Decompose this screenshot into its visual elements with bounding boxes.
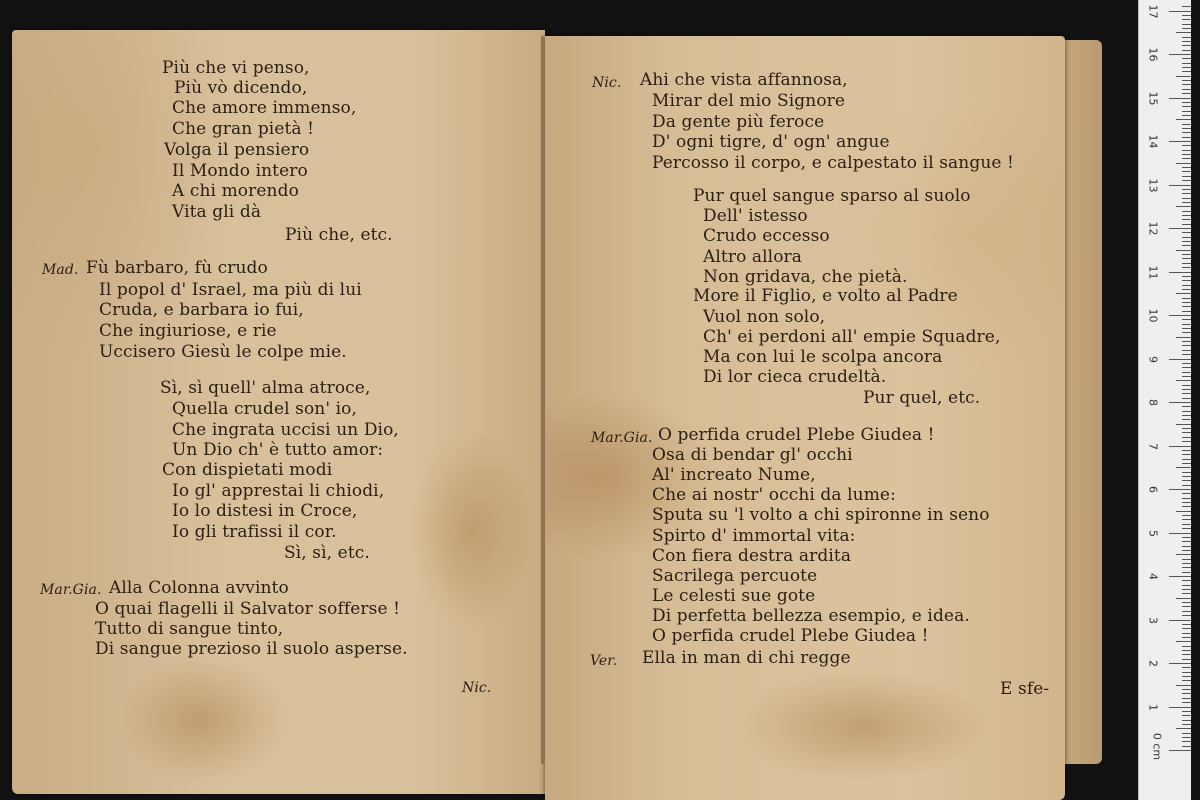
ruler-tick <box>1182 550 1191 551</box>
ruler-number: 9 <box>1146 355 1160 363</box>
ruler-tick <box>1182 41 1191 42</box>
ruler-tick <box>1182 198 1191 199</box>
ruler-tick <box>1169 185 1191 186</box>
verse-line: Mirar del mio Signore <box>652 91 846 111</box>
ruler-tick <box>1182 585 1191 586</box>
verse-line: Percosso il corpo, e calpestato il sangue ! <box>652 153 1014 173</box>
ruler-tick <box>1182 224 1191 225</box>
verse-line: Vita gli dà <box>172 202 262 222</box>
ruler-tick <box>1169 141 1191 142</box>
ruler-tick <box>1182 650 1191 651</box>
ruler-tick <box>1182 154 1191 155</box>
ruler-tick <box>1169 620 1191 621</box>
verse-line: Il popol d' Israel, ma più di lui <box>99 280 362 300</box>
ruler-tick <box>1182 6 1191 7</box>
verse-line: Di perfetta bellezza esempio, e idea. <box>652 606 970 626</box>
ruler-tick <box>1182 606 1191 607</box>
ruler-tick <box>1182 559 1191 560</box>
verse-line: Che ingiuriose, e rie <box>99 321 277 341</box>
ruler-tick <box>1182 276 1191 277</box>
ruler-tick <box>1182 485 1191 486</box>
ruler-number: 17 <box>1146 4 1160 18</box>
ruler-tick <box>1182 306 1191 307</box>
ruler-tick <box>1169 98 1191 99</box>
ruler-tick <box>1176 685 1191 686</box>
ruler-tick <box>1182 267 1191 268</box>
ruler-tick <box>1182 441 1191 442</box>
ruler-number: 2 <box>1146 660 1160 667</box>
catchword: Nic. <box>462 680 492 696</box>
ruler-number: 8 <box>1146 399 1160 406</box>
speaker-label: Mar.Gia. <box>591 430 653 446</box>
ruler-tick <box>1182 454 1191 455</box>
ruler-tick <box>1182 689 1191 690</box>
ruler-tick <box>1182 411 1191 412</box>
ruler-tick <box>1182 519 1191 520</box>
ruler-tick <box>1182 93 1191 94</box>
ruler-tick <box>1182 132 1191 133</box>
ruler-tick <box>1169 402 1191 403</box>
ruler-tick <box>1169 533 1191 534</box>
verse-line: Tutto di sangue tinto, <box>95 619 284 639</box>
ruler-tick <box>1182 437 1191 438</box>
ruler-tick <box>1176 76 1191 77</box>
ruler-tick <box>1182 254 1191 255</box>
ruler-tick <box>1182 476 1191 477</box>
verse-line: Io lo distesi in Croce, <box>172 501 358 521</box>
ruler-tick <box>1182 137 1191 138</box>
ruler-unit-label: 0 cm <box>1150 732 1164 761</box>
ruler-tick <box>1176 554 1191 555</box>
ruler-number: 4 <box>1146 573 1160 580</box>
ruler-tick <box>1182 432 1191 433</box>
verse-line: Sacrilega percuote <box>652 566 818 586</box>
ruler-tick <box>1182 506 1191 507</box>
ruler-tick <box>1182 176 1191 177</box>
verse-line: Io gl' apprestai li chiodi, <box>172 481 385 501</box>
ruler-number: 13 <box>1146 178 1160 192</box>
ruler-tick <box>1182 263 1191 264</box>
ruler-tick <box>1182 472 1191 473</box>
ruler-tick <box>1182 111 1191 112</box>
ruler-number: 3 <box>1146 616 1160 624</box>
ruler-tick <box>1169 315 1191 316</box>
ruler-tick <box>1182 450 1191 451</box>
ruler-tick <box>1182 180 1191 181</box>
verse-line: Fù barbaro, fù crudo <box>86 258 268 278</box>
ruler-tick <box>1182 211 1191 212</box>
ruler-tick <box>1182 693 1191 694</box>
ruler-tick <box>1182 654 1191 655</box>
verse-line: Da gente più feroce <box>652 112 825 132</box>
verse-line: A chi morendo <box>172 181 299 201</box>
ruler-number: 10 <box>1146 308 1160 323</box>
verse-line: Sputa su 'l volto a chi spironne in seno <box>652 505 990 525</box>
ruler-tick <box>1182 215 1191 216</box>
ruler-tick <box>1182 167 1191 168</box>
ruler-tick <box>1176 641 1191 642</box>
verse-line: Ma con lui le scolpa ancora <box>703 347 943 367</box>
verse-line: Uccisero Giesù le colpe mie. <box>99 342 347 362</box>
ruler-tick <box>1182 724 1191 725</box>
ruler-tick <box>1182 102 1191 103</box>
ruler-tick <box>1182 741 1191 742</box>
ruler-tick <box>1176 424 1191 425</box>
ruler-tick <box>1182 563 1191 564</box>
ruler-tick <box>1182 502 1191 503</box>
ruler-tick <box>1182 628 1191 629</box>
ruler-number: 15 <box>1146 91 1160 105</box>
verse-line: O perfida crudel Plebe Giudea ! <box>658 425 935 445</box>
ruler-tick <box>1182 672 1191 673</box>
ruler-tick <box>1182 737 1191 738</box>
ruler-tick <box>1182 28 1191 29</box>
verse-line: Di lor cieca crudeltà. <box>703 367 887 387</box>
ruler-number: 12 <box>1146 221 1160 236</box>
verse-line: Il Mondo intero <box>172 161 308 181</box>
ruler-tick <box>1182 589 1191 590</box>
ruler-tick <box>1182 546 1191 547</box>
ruler-tick <box>1182 698 1191 699</box>
verse-line: Ella in man di chi regge <box>642 648 851 668</box>
ruler-tick <box>1182 398 1191 399</box>
ruler-tick <box>1182 245 1191 246</box>
ruler-tick <box>1169 228 1191 229</box>
ruler-tick <box>1182 37 1191 38</box>
ruler-tick <box>1182 733 1191 734</box>
speaker-label: Nic. <box>592 75 622 91</box>
verse-line: Un Dio ch' è tutto amor: <box>172 440 384 460</box>
ruler-tick <box>1182 106 1191 107</box>
speaker-label: Mad. <box>42 262 79 278</box>
ruler-number: 1 <box>1146 703 1160 711</box>
ruler-tick <box>1182 15 1191 16</box>
speaker-label: Mar.Gia. <box>40 582 102 598</box>
measurement-ruler <box>1138 0 1191 800</box>
verse-line: Volga il pensiero <box>164 140 310 160</box>
ruler-tick <box>1169 446 1191 447</box>
verse-line: Alla Colonna avvinto <box>109 578 289 598</box>
ruler-tick <box>1182 324 1191 325</box>
ruler-tick <box>1182 158 1191 159</box>
back-page-edge <box>1060 40 1102 764</box>
ruler-tick <box>1176 511 1191 512</box>
ruler-tick <box>1169 272 1191 273</box>
ruler-tick <box>1182 124 1191 125</box>
ruler-tick <box>1182 302 1191 303</box>
ruler-tick <box>1176 728 1191 729</box>
verse-line: Che gran pietà ! <box>172 119 315 139</box>
ruler-tick <box>1182 332 1191 333</box>
ruler-tick <box>1182 480 1191 481</box>
ruler-tick <box>1182 285 1191 286</box>
ruler-tick <box>1182 720 1191 721</box>
ruler-number: 11 <box>1146 265 1160 279</box>
ruler-tick <box>1182 237 1191 238</box>
verse-line: More il Figlio, e volto al Padre <box>693 286 958 306</box>
speaker-label: Ver. <box>590 653 618 669</box>
ruler-tick <box>1182 350 1191 351</box>
ruler-tick <box>1182 150 1191 151</box>
ruler-tick <box>1182 298 1191 299</box>
ruler-tick <box>1182 659 1191 660</box>
ruler-tick <box>1182 115 1191 116</box>
ruler-tick <box>1182 354 1191 355</box>
ruler-tick <box>1182 241 1191 242</box>
ruler-tick <box>1182 45 1191 46</box>
ruler-tick <box>1182 345 1191 346</box>
ruler-tick <box>1182 524 1191 525</box>
ruler-tick <box>1169 359 1191 360</box>
ruler-tick <box>1182 567 1191 568</box>
ruler-tick <box>1182 419 1191 420</box>
ruler-tick <box>1182 541 1191 542</box>
ruler-number: 16 <box>1146 47 1160 62</box>
ruler-tick <box>1182 393 1191 394</box>
verse-line: Con dispietati modi <box>162 460 333 480</box>
ruler-tick <box>1182 385 1191 386</box>
ruler-tick <box>1182 341 1191 342</box>
ruler-tick <box>1182 746 1191 747</box>
verse-line: Con fiera destra ardita <box>652 546 852 566</box>
ruler-tick <box>1169 750 1191 751</box>
refrain-line: Sì, sì, etc. <box>284 543 370 563</box>
ruler-number: 7 <box>1146 442 1160 450</box>
ruler-tick <box>1182 145 1191 146</box>
ruler-tick <box>1182 633 1191 634</box>
verse-line: Di sangue prezioso il suolo asperse. <box>95 639 408 659</box>
ruler-tick <box>1182 289 1191 290</box>
ruler-tick <box>1182 372 1191 373</box>
ruler-tick <box>1182 376 1191 377</box>
ruler-tick <box>1182 711 1191 712</box>
verse-line: Vuol non solo, <box>703 307 826 327</box>
ruler-tick <box>1176 380 1191 381</box>
ruler-tick <box>1182 328 1191 329</box>
ruler-tick <box>1182 537 1191 538</box>
refrain-line: Più che, etc. <box>285 225 393 245</box>
ruler-tick <box>1182 189 1191 190</box>
ruler-tick <box>1182 232 1191 233</box>
verse-line: Che ingrata uccisi un Dio, <box>172 420 399 440</box>
ruler-tick <box>1182 258 1191 259</box>
verse-line: Osa di bendar gl' occhi <box>652 445 853 465</box>
ruler-tick <box>1182 19 1191 20</box>
verse-line: Che ai nostr' occhi da lume: <box>652 485 896 505</box>
verse-line: Non gridava, che pietà. <box>703 267 908 287</box>
verse-line: Pur quel sangue sparso al suolo <box>693 186 971 206</box>
ruler-tick <box>1176 250 1191 251</box>
ruler-tick <box>1182 24 1191 25</box>
ruler-tick <box>1182 715 1191 716</box>
ruler-tick <box>1182 428 1191 429</box>
verse-line: Ch' ei perdoni all' empie Squadre, <box>703 327 1001 347</box>
verse-line: Le celesti sue gote <box>652 586 816 606</box>
ruler-tick <box>1182 667 1191 668</box>
ruler-tick <box>1182 680 1191 681</box>
verse-line: O perfida crudel Plebe Giudea ! <box>652 626 929 646</box>
verse-line: Che amore immenso, <box>172 98 357 118</box>
verse-line: Quella crudel son' io, <box>172 399 357 419</box>
ruler-tick <box>1176 467 1191 468</box>
ruler-tick <box>1182 128 1191 129</box>
ruler-tick <box>1176 32 1191 33</box>
ruler-tick <box>1182 528 1191 529</box>
ruler-tick <box>1182 193 1191 194</box>
catchword: E sfe- <box>1000 679 1050 699</box>
ruler-tick <box>1182 280 1191 281</box>
refrain-line: Pur quel, etc. <box>863 388 981 408</box>
ruler-tick <box>1169 11 1191 12</box>
ruler-tick <box>1176 598 1191 599</box>
verse-line: D' ogni tigre, d' ogn' angue <box>652 132 890 152</box>
ruler-tick <box>1182 71 1191 72</box>
ruler-tick <box>1182 202 1191 203</box>
ruler-tick <box>1182 363 1191 364</box>
verse-line: Sì, sì quell' alma atroce, <box>160 378 371 398</box>
ruler-tick <box>1176 337 1191 338</box>
verse-line: Ahi che vista affannosa, <box>640 70 848 90</box>
verse-line: Crudo eccesso <box>703 226 830 246</box>
ruler-tick <box>1182 572 1191 573</box>
ruler-tick <box>1182 580 1191 581</box>
ruler-tick <box>1182 219 1191 220</box>
ruler-tick <box>1169 489 1191 490</box>
ruler-tick <box>1182 406 1191 407</box>
ruler-tick <box>1169 54 1191 55</box>
verse-line: Io gli trafissi il cor. <box>172 522 337 542</box>
ruler-tick <box>1182 367 1191 368</box>
ruler-tick <box>1182 50 1191 51</box>
ruler-tick <box>1176 163 1191 164</box>
verse-line: Dell' istesso <box>703 206 808 226</box>
ruler-tick <box>1176 293 1191 294</box>
ruler-tick <box>1182 84 1191 85</box>
verse-line: O quai flagelli il Salvator sofferse ! <box>95 599 401 619</box>
verse-line: Più vò dicendo, <box>174 78 308 98</box>
ruler-tick <box>1169 663 1191 664</box>
verse-line: Spirto d' immortal vita: <box>652 526 856 546</box>
ruler-tick <box>1169 707 1191 708</box>
ruler-tick <box>1176 119 1191 120</box>
ruler-tick <box>1182 415 1191 416</box>
ruler-tick <box>1182 63 1191 64</box>
ruler-tick <box>1182 58 1191 59</box>
ruler-number: 6 <box>1146 486 1160 493</box>
ruler-tick <box>1182 389 1191 390</box>
ruler-tick <box>1182 515 1191 516</box>
ruler-tick <box>1182 624 1191 625</box>
ruler-tick <box>1169 576 1191 577</box>
ruler-tick <box>1182 319 1191 320</box>
ruler-number: 14 <box>1146 134 1160 149</box>
ruler-number: 5 <box>1146 529 1160 537</box>
ruler-tick <box>1182 311 1191 312</box>
ruler-tick <box>1182 646 1191 647</box>
ruler-tick <box>1182 459 1191 460</box>
ruler-tick <box>1182 676 1191 677</box>
ruler-tick <box>1182 67 1191 68</box>
verse-line: Più che vi penso, <box>162 58 310 78</box>
ruler-tick <box>1182 602 1191 603</box>
ruler-tick <box>1182 593 1191 594</box>
ruler-tick <box>1182 171 1191 172</box>
ruler-tick <box>1182 615 1191 616</box>
ruler-tick <box>1182 702 1191 703</box>
verse-line: Altro allora <box>703 247 803 267</box>
ruler-tick <box>1182 463 1191 464</box>
left-page <box>12 30 545 794</box>
ruler-tick <box>1182 493 1191 494</box>
ruler-tick <box>1182 80 1191 81</box>
ruler-tick <box>1182 637 1191 638</box>
ruler-tick <box>1176 206 1191 207</box>
verse-line: Al' increato Nume, <box>652 465 816 485</box>
right-page <box>545 36 1065 800</box>
verse-line: Cruda, e barbara io fui, <box>99 300 304 320</box>
ruler-tick <box>1182 498 1191 499</box>
ruler-tick <box>1182 89 1191 90</box>
ruler-tick <box>1182 611 1191 612</box>
